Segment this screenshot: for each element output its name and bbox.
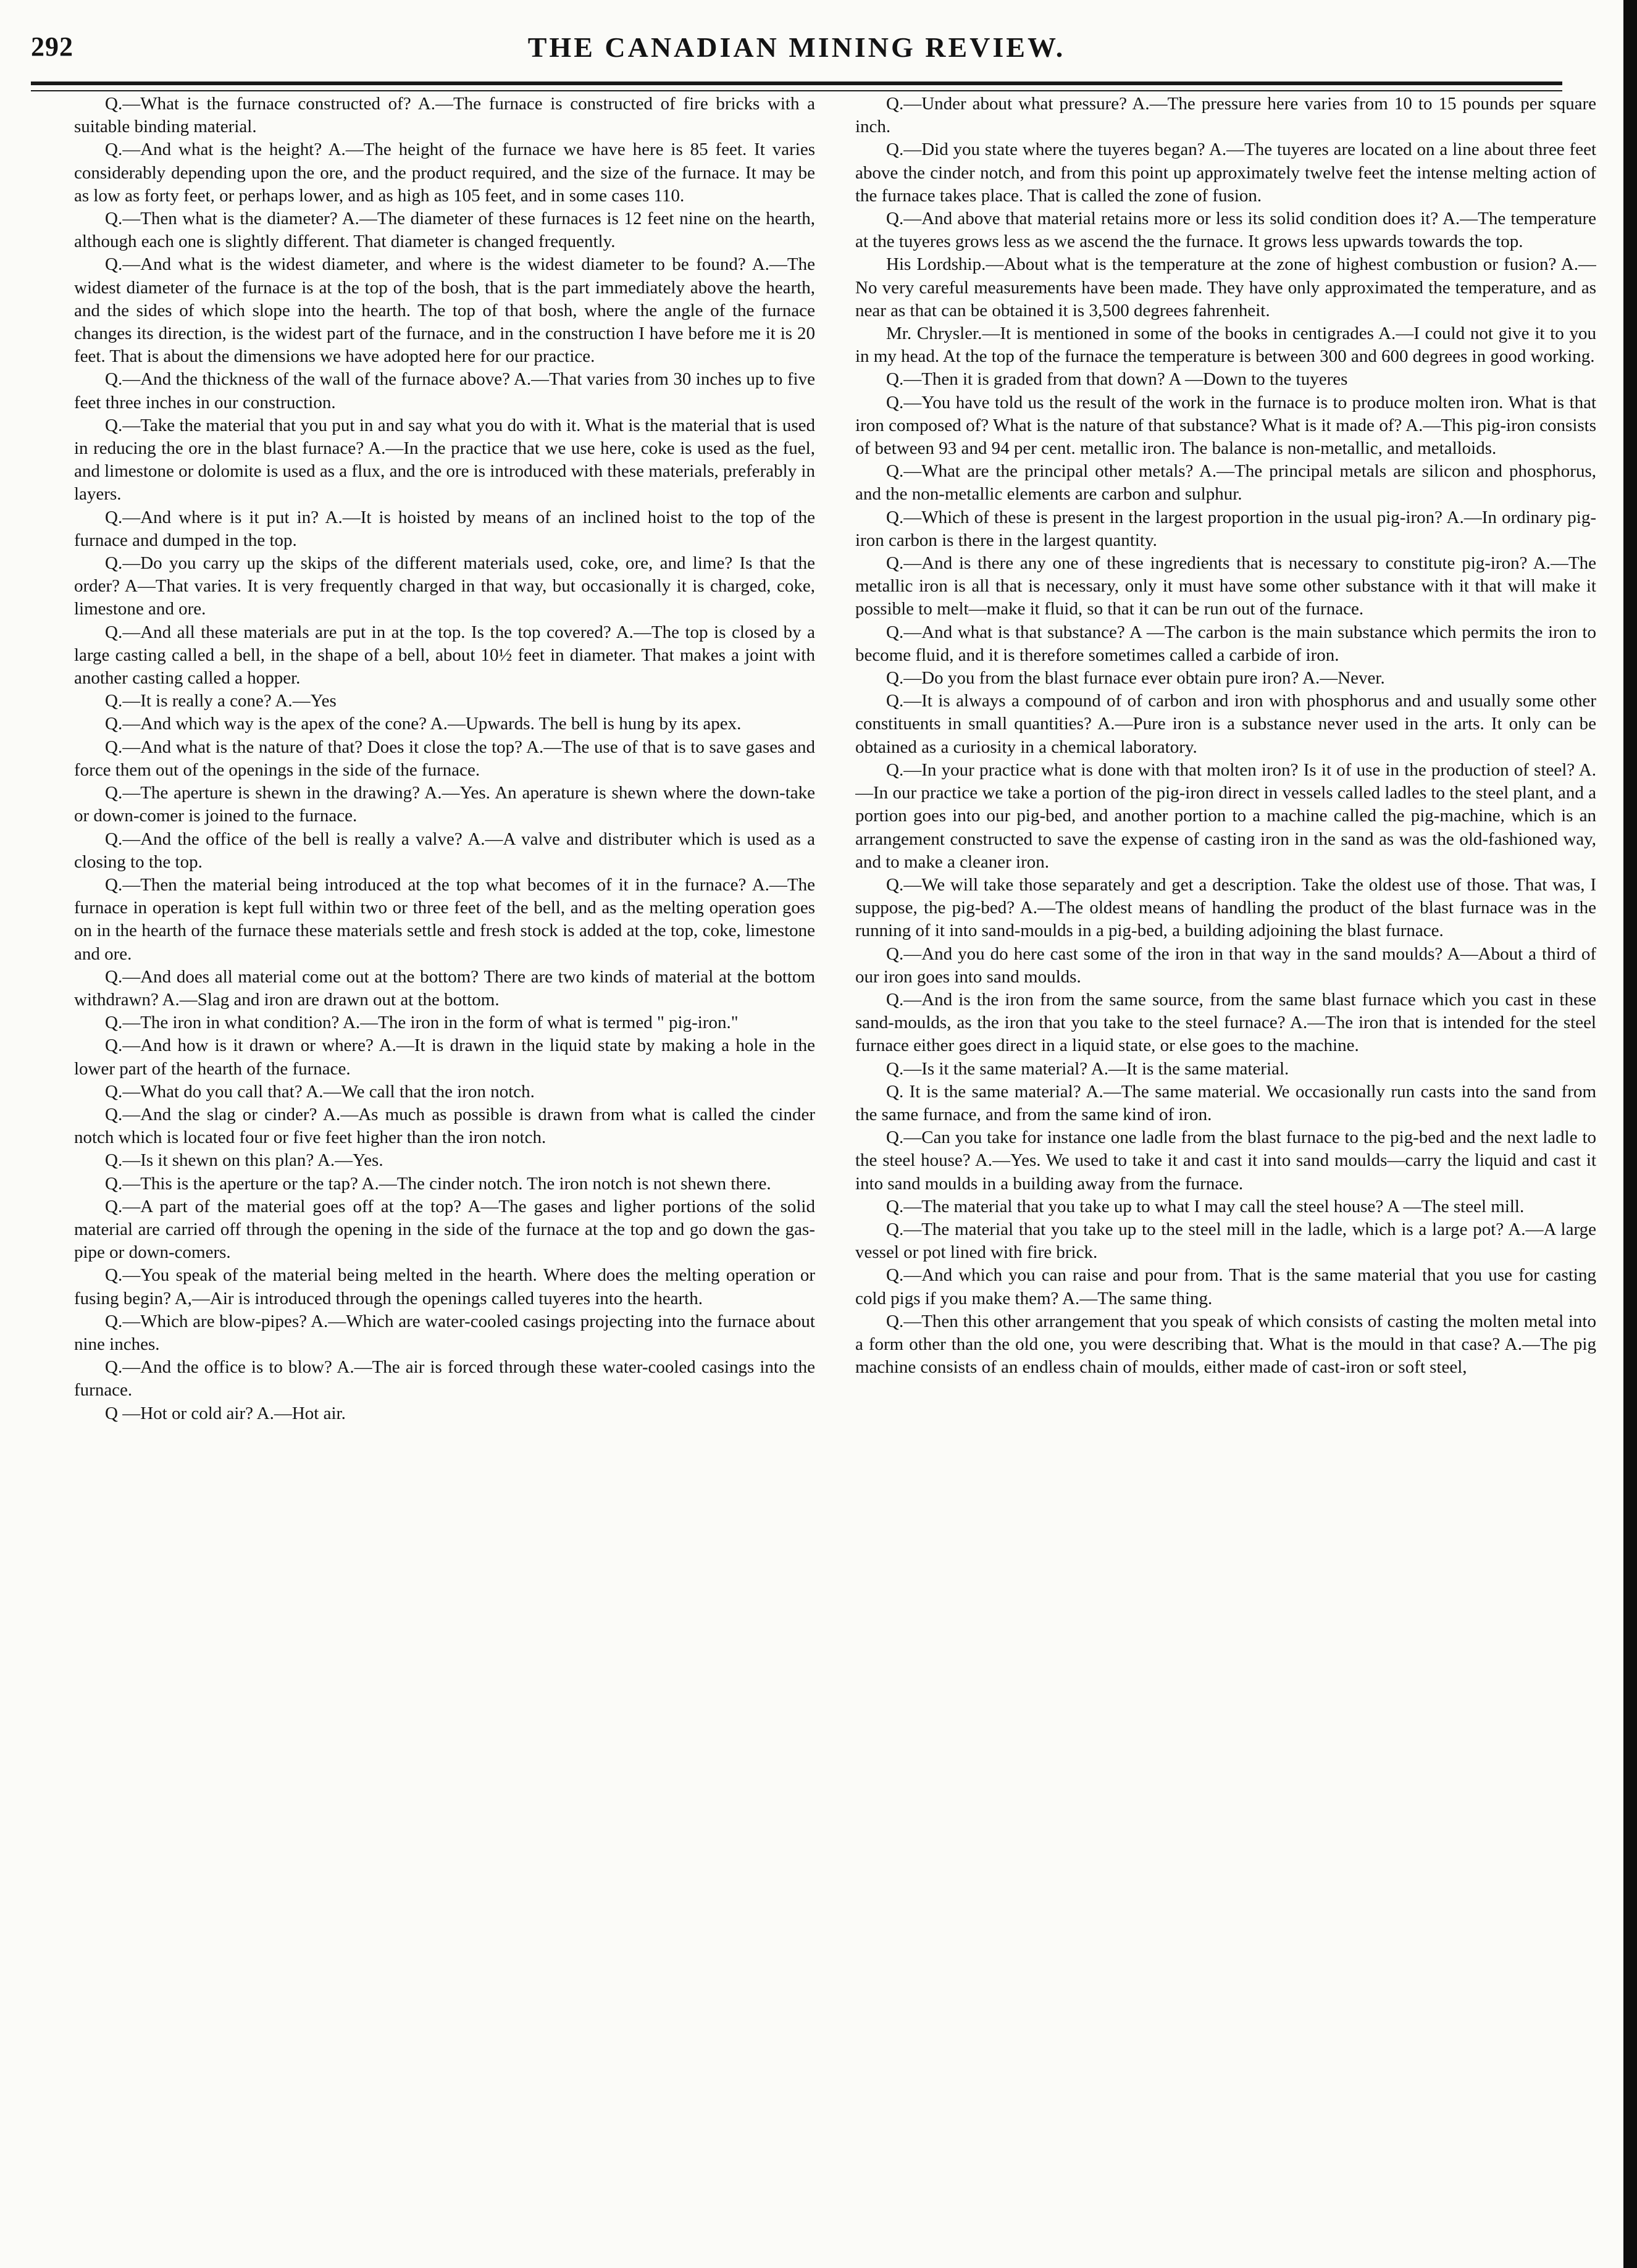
testimony-paragraph: Q.—And is the iron from the same source, from the same blast furnace which you cast in these sand-moulds, as the iron that you take to the steel furnace? A.—The iron that is intended for the steel furnace either goes direct in a liquid state, or else goes to the machine. (855, 989, 1596, 1056)
page-edge-bar (1623, 0, 1637, 2268)
testimony-paragraph: Q.—Did you state where the tuyeres began? A.—The tuyeres are located on a line about three feet above the cinder notch, and from this point up approximately twelve feet the intense melting action of the furnace takes place. That is called the zone of fusion. (855, 140, 1596, 206)
testimony-paragraph: Q.—And what is the nature of that? Does it close the top? A.—The use of that is to save gases and force them out of the openings in the side of the furnace. (74, 737, 815, 780)
testimony-paragraph: Q.—What do you call that? A.—We call that the iron notch. (105, 1081, 535, 1102)
testimony-paragraph: Q.—Under about what pressure? A.—The pressure here varies from 10 to 15 pounds per square inch. (855, 94, 1596, 137)
testimony-paragraph: Q.—Is it shewn on this plan? A.—Yes. (105, 1150, 383, 1171)
testimony-paragraph: Q.—It is always a compound of of carbon and iron with phosphorus and and usually some other constituents in small quantities? A.—Pure iron is a substance never used in the arts. It only can be obtained as a curiosity in a chemical laboratory. (855, 691, 1596, 757)
testimony-paragraph: Q.—What is the furnace constructed of? A.—The furnace is constructed of fire bricks with a suitable binding material. (74, 94, 815, 137)
testimony-paragraph: Q.—And all these materials are put in at the top. Is the top covered? A.—The top is closed by a large casting called a bell, in the shape of a bell, about 10½ feet in diameter. That makes a joint with another casting called a hopper. (74, 622, 815, 688)
testimony-paragraph: Q.—Then this other arrangement that you speak of which consists of casting the molten metal into a form other than the old one, you were describing that. What is the mould in that case? A.—The pig machine consists of an endless chain of moulds, either made of cast-iron or soft steel, (855, 1311, 1596, 1378)
testimony-paragraph: Q.—Then the material being introduced at the top what becomes of it in the furnace? A.—The furnace in operation is kept full within two or three feet of the bell, and as the melting operation goes on in the hearth of the furnace these materials settle and fresh stock is added at the top, coke, limestone and ore. (74, 874, 815, 964)
testimony-paragraph: Q.—This is the aperture or the tap? A.—The cinder notch. The iron notch is not shewn there. (105, 1173, 771, 1194)
testimony-paragraph: Q.—And the office is to blow? A.—The air is forced through these water-cooled casings into the furnace. (74, 1357, 815, 1400)
testimony-paragraph: Q.—It is really a cone? A.—Yes (105, 691, 337, 711)
testimony-paragraph: Q.—We will take those separately and get a description. Take the oldest use of those. That was, I suppose, the pig-bed? A.—The oldest means of handling the product of the blast furnace was in the running of it into sand-moulds in a pig-bed, a building adjoining the blast furnace. (855, 874, 1596, 941)
testimony-paragraph: His Lordship.—About what is the temperature at the zone of highest combustion or fusion? A.—No very careful measurements have been made. They have only approximated the temperature, and as near as that can be obtained it is 3,500 degrees fahrenheit. (855, 254, 1596, 320)
testimony-paragraph: Q.—Do you carry up the skips of the different materials used, coke, ore, and lime? Is that the order? A—That varies. It is very frequently charged in that way, but occasionally it is charged, coke, limestone and ore. (74, 553, 815, 619)
testimony-paragraph: Q.—A part of the material goes off at the top? A—The gases and ligher portions of the solid material are carried off through the opening in the side of the furnace at the top and go down the gas-pipe or down-comers. (74, 1196, 815, 1263)
testimony-paragraph: Mr. Chrysler.—It is mentioned in some of the books in centigrades A.—I could not give it to you in my head. At the top of the furnace the temperature is between 300 and 600 degrees in good working. (855, 324, 1596, 367)
testimony-paragraph: Q.—And what is that substance? A —The carbon is the main substance which permits the iron to become fluid, and it is therefore sometimes called a carbide of iron. (855, 622, 1596, 665)
testimony-paragraph: Q.—And does all material come out at the bottom? There are two kinds of material at the bottom withdrawn? A.—Slag and iron are drawn out at the bottom. (74, 966, 815, 1010)
testimony-paragraph: Q.—The aperture is shewn in the drawing? A.—Yes. An aperature is shewn where the down-take or down-comer is joined to the furnace. (74, 783, 815, 826)
right-column (855, 93, 1596, 2241)
testimony-paragraph: Q.—And what is the height? A.—The height of the furnace we have here is 85 feet. It varies considerably depending upon the ore, and the product required, and the size of the furnace. It may be as low as forty feet, or perhaps lower, and as high as 105 feet, and in some cases 110. (74, 140, 815, 206)
testimony-paragraph: Q.—And which way is the apex of the cone? A.—Upwards. The bell is hung by its apex. (105, 714, 742, 734)
header-rule (31, 82, 1562, 85)
testimony-paragraph: Q.—You have told us the result of the work in the furnace is to produce molten iron. What is that iron composed of? What is the nature of that substance? What is it made of? A.—This pig-iron consists of between 93 and 94 per cent. metallic iron. The balance is non-metallic, and metalloids. (855, 392, 1596, 459)
testimony-paragraph: Q.—Then what is the diameter? A.—The diameter of these furnaces is 12 feet nine on the hearth, although each one is slightly different. That diameter is changed frequently. (74, 209, 815, 252)
testimony-paragraph: Q. It is the same material? A.—The same material. We occasionally run casts into the sand from the same furnace, and from the same kind of iron. (855, 1081, 1596, 1124)
header-rule-thin (31, 90, 1562, 91)
testimony-paragraph: Q.—Is it the same material? A.—It is the same material. (886, 1058, 1289, 1079)
testimony-paragraph: Q —Hot or cold air? A.—Hot air. (105, 1403, 346, 1423)
testimony-paragraph: Q.—And above that material retains more or less its solid condition does it? A.—The temperature at the tuyeres grows less as we ascend the the furnace. It grows less upwards towards the top. (855, 209, 1596, 252)
testimony-paragraph: Q.—And the slag or cinder? A.—As much as possible is drawn from what is called the cinder notch which is located four or five feet higher than the iron notch. (74, 1104, 815, 1148)
testimony-paragraph: Q.—In your practice what is done with that molten iron? Is it of use in the production of steel? A.—In our practice we take a portion of the pig-iron direct in vessels called ladles to the steel plant, and a portion goes into our pig-bed, and another portion to a machine called the pig-machine, which is an arrangement constructed to save the expense of casting iron in the sand as was the old-fashioned way, and to make a cleaner iron. (855, 759, 1596, 872)
testimony-paragraph: Q.—Can you take for instance one ladle from the blast furnace to the pig-bed and the next ladle to the steel house? A.—Yes. We used to take it and cast it into sand moulds—carry the liquid and cast it into sand moulds in a building away from the furnace. (855, 1128, 1596, 1194)
left-column (74, 93, 815, 2241)
testimony-paragraph: Q.—And is there any one of these ingredients that is necessary to constitute pig-iron? A.—The metallic iron is all that is necessary, only it must have some other substance with it that will make it possible to melt—make it fluid, so that it can be run out of the furnace. (855, 553, 1596, 619)
testimony-paragraph: Q.—Do you from the blast furnace ever obtain pure iron? A.—Never. (886, 668, 1385, 688)
testimony-paragraph: Q.—The material that you take up to the steel mill in the ladle, which is a large pot? A.—A large vessel or pot lined with fire brick. (855, 1219, 1596, 1263)
testimony-paragraph: Q.—Which are blow-pipes? A.—Which are water-cooled casings projecting into the furnace about nine inches. (74, 1311, 815, 1354)
page-header (31, 25, 1562, 74)
testimony-paragraph: Q.—Take the material that you put in and say what you do with it. What is the material that is used in reducing the ore in the blast furnace? A.—In the practice that we use here, coke is used as the fuel, and limestone or dolomite is used as a flux, and the ore is introduced with these materials, preferably in layers. (74, 415, 815, 504)
testimony-paragraph: Q.—And you do here cast some of the iron in that way in the sand moulds? A—About a third of our iron goes into sand moulds. (855, 944, 1596, 987)
testimony-paragraph: Q.—And where is it put in? A.—It is hoisted by means of an inclined hoist to the top of the furnace and dumped in the top. (74, 507, 815, 550)
testimony-paragraph: Q.—And how is it drawn or where? A.—It is drawn in the liquid state by making a hole in the lower part of the hearth of the furnace. (74, 1036, 815, 1079)
page-number: 292 (31, 31, 73, 62)
testimony-paragraph: Q.—And the thickness of the wall of the furnace above? A.—That varies from 30 inches up to five feet three inches in our construction. (74, 369, 815, 412)
testimony-paragraph: Q.—What are the principal other metals? A.—The principal metals are silicon and phosphorus, and the non-metallic elements are carbon and sulphur. (855, 461, 1596, 504)
testimony-paragraph: Q.—And what is the widest diameter, and where is the widest diameter to be found? A.—The widest diameter of the furnace is at the top of the bosh, that is the part immediately above the hearth, and the sides of which slope into the hearth. The top of that bosh, where the angle of the furnace changes its direction, is the widest part of the furnace, and in the construction I have before me it is 20 feet. That is about the dimensions we have adopted here for our practice. (74, 254, 815, 367)
testimony-paragraph: Q.—The material that you take up to what I may call the steel house? A —The steel mill. (886, 1196, 1525, 1216)
testimony-paragraph: Q.—Then it is graded from that down? A —Down to the tuyeres (886, 369, 1348, 390)
testimony-paragraph: Q.—The iron in what condition? A.—The iron in the form of what is termed " pig-iron." (105, 1013, 739, 1033)
testimony-paragraph: Q.—You speak of the material being melted in the hearth. Where does the melting operation or fusing begin? A,—Air is introduced through the openings called tuyeres into the hearth. (74, 1265, 815, 1308)
testimony-paragraph: Q.—And which you can raise and pour from. That is the same material that you use for casting cold pigs if you make them? A.—The same thing. (855, 1265, 1596, 1308)
testimony-paragraph: Q.—Which of these is present in the largest proportion in the usual pig-iron? A.—In ordinary pig-iron carbon is there in the largest quantity. (855, 507, 1596, 550)
testimony-paragraph: Q.—And the office of the bell is really a valve? A.—A valve and distributer which is used as a closing to the top. (74, 829, 815, 872)
journal-title: THE CANADIAN MINING REVIEW. (527, 31, 1066, 63)
